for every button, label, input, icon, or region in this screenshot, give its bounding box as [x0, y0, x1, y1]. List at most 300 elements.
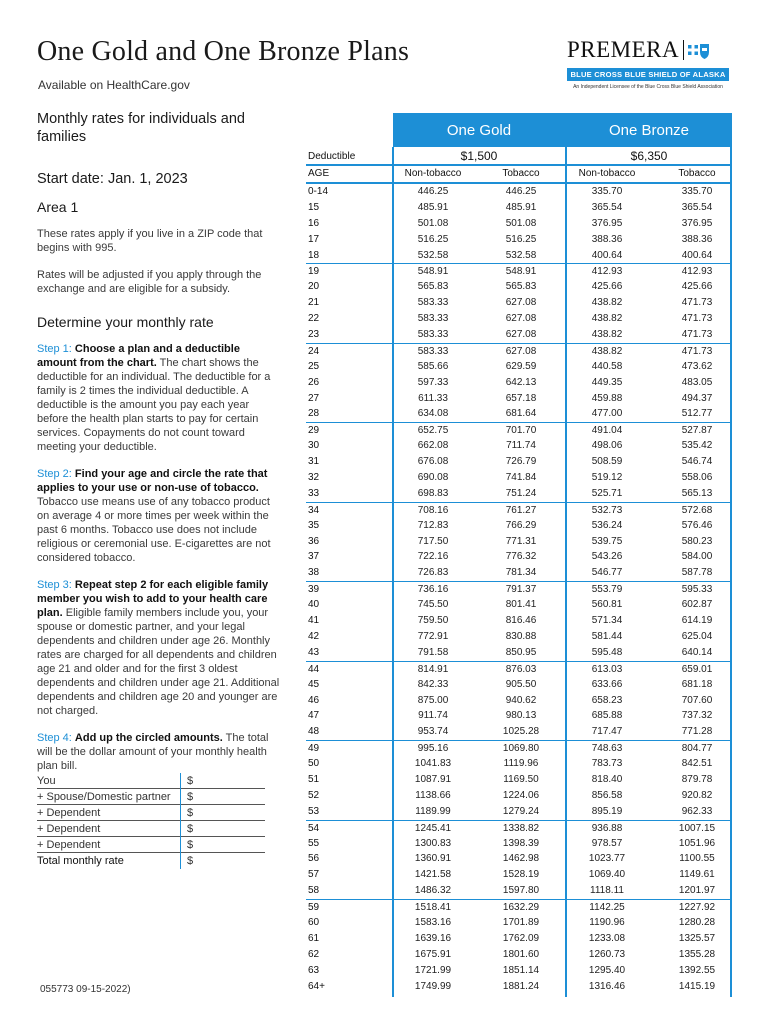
- worksheet-currency: $: [187, 790, 194, 803]
- worksheet-row: [37, 773, 265, 789]
- rate-cell-bronze-nontobacco: 895.19: [591, 805, 623, 817]
- rate-cell-gold-tobacco: 516.25: [505, 233, 537, 245]
- age-cell: 20: [308, 281, 320, 293]
- worksheet-row: [37, 805, 265, 821]
- rate-cell-bronze-nontobacco: 365.54: [591, 201, 623, 213]
- age-cell: 64+: [308, 980, 325, 992]
- table-row: [306, 279, 731, 295]
- rate-cell-gold-nontobacco: 722.16: [417, 551, 449, 563]
- rate-cell-gold-tobacco: 801.41: [505, 599, 537, 611]
- table-row: [306, 375, 731, 391]
- rate-cell-bronze-nontobacco: 335.70: [591, 186, 623, 197]
- rate-cell-bronze-tobacco: 614.19: [681, 615, 713, 627]
- rate-cell-gold-nontobacco: 736.16: [417, 584, 449, 596]
- rate-cell-bronze-tobacco: 1280.28: [678, 916, 716, 928]
- table-row: [306, 756, 731, 772]
- rate-cell-gold-nontobacco: 1421.58: [414, 869, 452, 881]
- rate-table: [306, 113, 731, 992]
- rate-cell-bronze-tobacco: 1355.28: [678, 948, 716, 960]
- table-row: [306, 804, 731, 820]
- rate-cell-bronze-nontobacco: 491.04: [591, 425, 623, 437]
- availability-note: Available on HealthCare.gov: [38, 78, 190, 92]
- rate-cell-bronze-tobacco: 625.04: [681, 630, 713, 642]
- worksheet-total-label: Total monthly rate: [37, 855, 124, 867]
- table-row: [306, 788, 731, 804]
- step-3-title: Repeat step 2 for each eligible family member you wish to add to your health care plan.: [37, 579, 269, 619]
- age-cell: 28: [308, 408, 320, 420]
- table-row: [306, 422, 731, 438]
- rate-cell-gold-tobacco: 711.74: [506, 440, 536, 452]
- rate-cell-bronze-tobacco: 584.00: [681, 551, 713, 563]
- logo-tagline: An Independent Licensee of the Blue Cross Blue Shield Association: [573, 84, 723, 90]
- rate-cell-bronze-nontobacco: 936.88: [591, 822, 623, 834]
- step-4-text: The total will be the dollar amount of your monthly health plan bill.: [37, 732, 269, 772]
- rate-cell-gold-nontobacco: 759.50: [417, 615, 449, 627]
- rate-cell-gold-tobacco: 1069.80: [502, 743, 540, 755]
- age-cell: 43: [308, 646, 320, 658]
- worksheet-total-row: [37, 853, 265, 869]
- age-cell: 46: [308, 694, 320, 706]
- age-cell: 36: [308, 535, 320, 547]
- table-row: [306, 613, 731, 629]
- age-cell: 40: [308, 599, 320, 611]
- rate-cell-gold-nontobacco: 1486.32: [414, 885, 452, 897]
- rate-cell-bronze-nontobacco: 1023.77: [588, 853, 626, 865]
- rate-cell-bronze-nontobacco: 1233.08: [588, 932, 626, 944]
- rate-cell-gold-nontobacco: 583.33: [417, 313, 449, 325]
- rate-cell-gold-tobacco: 501.08: [505, 217, 537, 229]
- rate-cell-bronze-nontobacco: 532.73: [591, 504, 623, 516]
- step-1-lead: Step 1:: [37, 343, 75, 355]
- step-2-text: Tobacco use means use of any tobacco product on average 4 or more times per week within the past 6 months. Tobacco use does not include religious or ceremonial use. E-cigarettes are not considered tobacco.: [37, 496, 271, 564]
- rate-cell-bronze-nontobacco: 440.58: [591, 360, 623, 372]
- rate-cell-bronze-tobacco: 471.73: [681, 297, 713, 309]
- step-1-text: The chart shows the deductible for an individual. The deductible for a family is 2 times the individual deductible. A deductible is the amount you pay each year before the health plan starts to pay for certain services. Copayments do not count toward meeting your deductible.: [37, 357, 271, 453]
- table-row: [306, 327, 731, 343]
- rate-cell-bronze-nontobacco: 376.95: [591, 217, 623, 229]
- plan-header-gold: One Gold: [393, 113, 565, 147]
- rate-cell-bronze-tobacco: 602.87: [681, 599, 713, 611]
- rate-cell-gold-nontobacco: 875.00: [417, 694, 449, 706]
- rate-cell-gold-nontobacco: 611.33: [418, 392, 448, 404]
- rate-cell-gold-tobacco: 761.27: [505, 504, 537, 516]
- age-cell: 63: [308, 964, 320, 976]
- rate-cell-gold-tobacco: 1338.82: [502, 822, 540, 834]
- rate-cell-gold-nontobacco: 1189.99: [415, 805, 451, 817]
- rate-cell-bronze-tobacco: 771.28: [681, 726, 713, 738]
- age-cell: 32: [308, 472, 320, 484]
- rate-cell-bronze-nontobacco: 595.48: [591, 646, 623, 658]
- rate-cell-gold-nontobacco: 708.16: [417, 504, 449, 516]
- table-row: [306, 454, 731, 470]
- rate-cell-gold-tobacco: 751.24: [505, 487, 537, 499]
- rate-cell-gold-nontobacco: 842.33: [417, 678, 449, 690]
- rate-cell-gold-nontobacco: 485.91: [417, 201, 449, 213]
- age-cell: 0-14: [308, 186, 329, 197]
- rate-cell-gold-nontobacco: 1041.83: [414, 758, 452, 770]
- rate-cell-bronze-tobacco: 1007.15: [678, 822, 716, 834]
- rate-cell-bronze-nontobacco: 1118.11: [590, 885, 624, 897]
- rate-cell-gold-nontobacco: 1300.83: [414, 837, 452, 849]
- instructions-column: [37, 110, 282, 773]
- age-cell: 59: [308, 902, 320, 914]
- worksheet-currency: $: [187, 855, 194, 867]
- rate-cell-gold-tobacco: 642.13: [505, 376, 537, 388]
- table-row: [306, 263, 731, 279]
- rate-cell-gold-nontobacco: 953.74: [417, 726, 449, 738]
- rate-cell-bronze-nontobacco: 519.12: [591, 472, 623, 484]
- start-date-label: Start date:: [37, 171, 108, 187]
- table-row: [306, 693, 731, 709]
- age-cell: 26: [308, 376, 320, 388]
- table-row: [306, 708, 731, 724]
- age-label: AGE: [308, 168, 330, 179]
- rate-cell-gold-tobacco: 781.34: [505, 567, 537, 579]
- rate-cell-bronze-nontobacco: 1069.40: [588, 869, 626, 881]
- sub-header-gold-tobacco: Tobacco: [502, 168, 540, 179]
- table-row: [306, 518, 731, 534]
- rate-cell-gold-tobacco: 1851.14: [502, 964, 540, 976]
- rate-cell-bronze-nontobacco: 438.82: [591, 313, 623, 325]
- age-cell: 61: [308, 932, 320, 944]
- table-row: [306, 915, 731, 931]
- rate-cell-bronze-tobacco: 565.13: [681, 487, 713, 499]
- rate-cell-gold-nontobacco: 814.91: [417, 663, 449, 675]
- rate-cell-gold-nontobacco: 652.75: [417, 425, 449, 437]
- rate-cell-gold-tobacco: 1762.09: [502, 932, 540, 944]
- rate-cell-bronze-tobacco: 707.60: [681, 694, 713, 706]
- age-cell: 44: [308, 663, 320, 675]
- rate-cell-gold-tobacco: 741.84: [505, 472, 537, 484]
- rate-cell-bronze-nontobacco: 449.35: [591, 376, 623, 388]
- deductible-gold: $1,500: [393, 147, 565, 164]
- rate-cell-bronze-nontobacco: 633.66: [591, 678, 623, 690]
- rate-cell-bronze-tobacco: 400.64: [681, 249, 713, 261]
- age-cell: 53: [308, 805, 320, 817]
- age-cell: 17: [308, 233, 320, 245]
- age-cell: 50: [308, 758, 320, 770]
- rate-cell-bronze-tobacco: 681.18: [681, 678, 713, 690]
- age-cell: 19: [308, 266, 320, 278]
- rate-cell-gold-nontobacco: 745.50: [417, 599, 449, 611]
- deductible-label: Deductible: [308, 151, 356, 162]
- rate-cell-gold-tobacco: 627.08: [505, 313, 537, 325]
- rate-cell-gold-tobacco: 1462.98: [502, 853, 540, 865]
- rate-cell-bronze-nontobacco: 525.71: [591, 487, 623, 499]
- rate-cell-bronze-nontobacco: 543.26: [591, 551, 623, 563]
- rate-cell-gold-nontobacco: 1138.66: [415, 789, 451, 801]
- table-row: [306, 629, 731, 645]
- rate-cell-bronze-tobacco: 1415.19: [678, 980, 716, 992]
- table-row: [306, 502, 731, 518]
- worksheet-divider: [180, 821, 181, 837]
- rate-cell-gold-tobacco: 1801.60: [502, 948, 540, 960]
- table-row: [306, 391, 731, 407]
- rate-cell-gold-nontobacco: 585.66: [417, 360, 449, 372]
- table-row: [306, 851, 731, 867]
- document-code: 055773 09-15-2022): [40, 984, 131, 995]
- table-row: [306, 295, 731, 311]
- rate-cell-gold-nontobacco: 516.25: [417, 233, 449, 245]
- age-cell: 56: [308, 853, 320, 865]
- table-row: [306, 867, 731, 883]
- table-row: [306, 216, 731, 232]
- rate-cell-bronze-tobacco: 535.42: [681, 440, 713, 452]
- header-rule: [306, 164, 731, 166]
- table-row: [306, 184, 731, 200]
- age-cell: 15: [308, 201, 320, 213]
- rate-cell-gold-nontobacco: 1675.91: [414, 948, 452, 960]
- rate-cell-bronze-tobacco: 595.33: [681, 584, 713, 596]
- age-cell: 49: [308, 743, 320, 755]
- rate-cell-bronze-tobacco: 737.32: [681, 710, 713, 722]
- rate-cell-gold-tobacco: 681.64: [505, 408, 537, 420]
- rate-cell-bronze-tobacco: 804.77: [681, 743, 713, 755]
- table-row: [306, 549, 731, 565]
- rate-cell-gold-tobacco: 1279.24: [502, 805, 540, 817]
- rate-cell-bronze-nontobacco: 412.93: [591, 266, 623, 278]
- rate-cell-bronze-tobacco: 425.66: [681, 281, 713, 293]
- rate-cell-bronze-nontobacco: 717.47: [591, 726, 623, 738]
- rate-cell-gold-tobacco: 1528.19: [502, 869, 540, 881]
- step-4-lead: Step 4:: [37, 732, 75, 744]
- rate-cell-bronze-nontobacco: 438.82: [591, 345, 623, 357]
- rate-cell-gold-nontobacco: 1360.91: [414, 853, 452, 865]
- rate-cell-bronze-tobacco: 1227.92: [678, 902, 716, 914]
- rate-cell-bronze-tobacco: 920.82: [681, 789, 713, 801]
- plan-header-bronze: One Bronze: [567, 113, 731, 147]
- rate-cell-bronze-tobacco: 572.68: [681, 504, 713, 516]
- table-row: [306, 359, 731, 375]
- worksheet-divider: [180, 773, 181, 789]
- rate-cell-bronze-tobacco: 365.54: [681, 201, 713, 213]
- premera-logo: [567, 36, 729, 90]
- table-row: [306, 406, 731, 422]
- page-title: One Gold and One Bronze Plans: [37, 36, 410, 67]
- step-1: [37, 342, 282, 454]
- rate-cell-bronze-nontobacco: 581.44: [591, 630, 623, 642]
- rate-cell-bronze-tobacco: 1100.55: [679, 853, 715, 865]
- age-cell: 27: [308, 392, 320, 404]
- rate-cell-bronze-tobacco: 587.78: [681, 567, 713, 579]
- rate-cell-bronze-tobacco: 388.36: [681, 233, 713, 245]
- deductible-bronze: $6,350: [567, 147, 731, 164]
- age-cell: 62: [308, 948, 320, 960]
- rate-cell-bronze-nontobacco: 571.34: [591, 615, 623, 627]
- rate-cell-gold-tobacco: 1025.28: [502, 726, 540, 738]
- rate-cell-bronze-tobacco: 879.78: [681, 773, 713, 785]
- table-row: [306, 820, 731, 836]
- rate-cell-bronze-tobacco: 842.51: [681, 758, 713, 770]
- table-row: [306, 311, 731, 327]
- rate-cell-gold-tobacco: 791.37: [505, 584, 537, 596]
- rate-cell-bronze-tobacco: 1325.57: [678, 932, 716, 944]
- rate-cell-gold-tobacco: 766.29: [505, 519, 537, 531]
- rate-cell-gold-nontobacco: 597.33: [417, 376, 449, 388]
- rate-cell-gold-tobacco: 726.79: [505, 456, 537, 468]
- rate-cell-gold-tobacco: 980.13: [505, 710, 537, 722]
- step-2: [37, 467, 282, 565]
- rate-cell-gold-tobacco: 1597.80: [502, 885, 540, 897]
- rate-cell-bronze-nontobacco: 459.88: [591, 392, 623, 404]
- rate-cell-bronze-nontobacco: 539.75: [591, 535, 623, 547]
- rate-cell-gold-nontobacco: 698.83: [417, 487, 449, 499]
- age-cell: 41: [308, 615, 320, 627]
- rate-cell-bronze-nontobacco: 1190.96: [589, 916, 625, 928]
- age-cell: 24: [308, 345, 320, 357]
- rate-cell-bronze-nontobacco: 978.57: [591, 837, 623, 849]
- rate-cell-gold-tobacco: 1632.29: [502, 902, 540, 914]
- age-cell: 48: [308, 726, 320, 738]
- rate-cell-bronze-tobacco: 483.05: [681, 376, 713, 388]
- rate-cell-bronze-tobacco: 659.01: [681, 663, 713, 675]
- table-row: [306, 486, 731, 502]
- rate-cell-gold-nontobacco: 1749.99: [414, 980, 452, 992]
- age-cell: 34: [308, 504, 320, 516]
- rate-cell-gold-tobacco: 627.08: [505, 345, 537, 357]
- rate-cell-bronze-nontobacco: 613.03: [591, 663, 623, 675]
- age-cell: 21: [308, 297, 320, 309]
- rate-cell-bronze-nontobacco: 400.64: [591, 249, 623, 261]
- rate-cell-bronze-tobacco: 376.95: [681, 217, 713, 229]
- table-row: [306, 438, 731, 454]
- rate-cell-gold-nontobacco: 1518.41: [414, 902, 452, 914]
- rate-cell-gold-tobacco: 1701.89: [502, 916, 540, 928]
- rate-cell-gold-nontobacco: 791.58: [417, 646, 449, 658]
- age-cell: 42: [308, 630, 320, 642]
- rate-cell-bronze-nontobacco: 856.58: [591, 789, 623, 801]
- age-cell: 29: [308, 425, 320, 437]
- rate-cell-gold-tobacco: 1224.06: [502, 789, 540, 801]
- table-row: [306, 724, 731, 740]
- age-cell: 37: [308, 551, 320, 563]
- age-cell: 23: [308, 329, 320, 341]
- table-row: [306, 248, 731, 264]
- step-3: [37, 578, 282, 718]
- rate-cell-gold-nontobacco: 1639.16: [414, 932, 452, 944]
- rate-cell-gold-nontobacco: 717.50: [417, 535, 449, 547]
- rate-cell-gold-tobacco: 1119.96: [503, 758, 539, 770]
- rate-cell-bronze-tobacco: 1201.97: [678, 885, 716, 897]
- table-row: [306, 836, 731, 852]
- rate-cell-bronze-nontobacco: 1316.46: [588, 980, 626, 992]
- rate-cell-bronze-nontobacco: 438.82: [591, 297, 623, 309]
- worksheet-currency: $: [187, 806, 194, 819]
- age-cell: 57: [308, 869, 320, 881]
- rate-cell-bronze-nontobacco: 658.23: [591, 694, 623, 706]
- worksheet-divider: [180, 837, 181, 853]
- logo-divider: [683, 40, 684, 60]
- rate-cell-gold-nontobacco: 1087.91: [414, 773, 452, 785]
- age-cell: 33: [308, 487, 320, 499]
- rate-cell-bronze-tobacco: 576.46: [681, 519, 713, 531]
- rate-cell-gold-tobacco: 830.88: [505, 630, 537, 642]
- subsidy-note: Rates will be adjusted if you apply through the exchange and are eligible for a subsidy.: [37, 269, 262, 295]
- rate-cell-gold-nontobacco: 911.74: [418, 710, 448, 722]
- rate-table-body: [306, 184, 731, 994]
- age-cell: 58: [308, 885, 320, 897]
- rate-cell-gold-tobacco: 905.50: [505, 678, 537, 690]
- age-cell: 25: [308, 360, 320, 372]
- age-cell: 38: [308, 567, 320, 579]
- rate-cell-gold-nontobacco: 1245.41: [414, 822, 452, 834]
- table-row: [306, 947, 731, 963]
- rate-table-header: [306, 113, 731, 187]
- rate-cell-bronze-nontobacco: 425.66: [591, 281, 623, 293]
- rate-cell-bronze-tobacco: 494.37: [681, 392, 713, 404]
- rate-cell-gold-nontobacco: 726.83: [417, 567, 449, 579]
- worksheet-row: [37, 837, 265, 853]
- rate-cell-bronze-tobacco: 512.77: [681, 408, 713, 420]
- sub-header-gold-nontobacco: Non-tobacco: [404, 168, 462, 179]
- step-4-title: Add up the circled amounts.: [74, 732, 223, 744]
- table-row: [306, 565, 731, 581]
- determine-heading: Determine your monthly rate: [37, 314, 214, 330]
- cross-shield-icon: [688, 39, 710, 61]
- worksheet-label: + Dependent: [37, 838, 101, 851]
- worksheet-row: [37, 821, 265, 837]
- rate-cell-gold-tobacco: 771.31: [505, 535, 537, 547]
- worksheet-divider: [180, 789, 181, 805]
- rate-cell-bronze-tobacco: 1051.96: [678, 837, 716, 849]
- rate-worksheet: [37, 773, 265, 869]
- rate-cell-gold-tobacco: 701.70: [505, 425, 537, 437]
- rate-cell-gold-tobacco: 627.08: [505, 329, 537, 341]
- step-2-title: Find your age and circle the rate that applies to your use or non-use of tobacco.: [37, 468, 268, 494]
- rate-cell-gold-nontobacco: 772.91: [417, 630, 449, 642]
- age-cell: 54: [308, 822, 320, 834]
- rate-cell-bronze-nontobacco: 1260.73: [588, 948, 626, 960]
- rate-cell-gold-nontobacco: 583.33: [417, 329, 449, 341]
- age-cell: 60: [308, 916, 320, 928]
- worksheet-currency: $: [187, 822, 194, 835]
- table-row: [306, 740, 731, 756]
- table-row: [306, 963, 731, 979]
- age-cell: 52: [308, 789, 320, 801]
- table-row: [306, 534, 731, 550]
- rate-cell-gold-nontobacco: 690.08: [417, 472, 449, 484]
- table-row: [306, 661, 731, 677]
- step-2-lead: Step 2:: [37, 468, 75, 480]
- start-date: [37, 171, 282, 187]
- rate-cell-gold-tobacco: 485.91: [505, 201, 537, 213]
- zip-note: These rates apply if you live in a ZIP code that begins with 995.: [37, 228, 263, 254]
- table-row: [306, 645, 731, 661]
- worksheet-label: + Dependent: [37, 806, 101, 819]
- step-3-text: Eligible family members include you, your spouse or domestic partner, and your legal dependents and children under age 26. Monthly rates are charged for all dependents and children age 21 and older and for the first 3 oldest dependents and children under age 21. Additional dependents and children age 20 and younger are not charged.: [37, 607, 280, 717]
- rate-cell-bronze-tobacco: 580.23: [681, 535, 713, 547]
- table-row: [306, 343, 731, 359]
- age-cell: 18: [308, 249, 320, 261]
- rate-cell-bronze-tobacco: 546.74: [681, 456, 713, 468]
- age-cell: 39: [308, 584, 320, 596]
- rate-cell-gold-tobacco: 1881.24: [502, 980, 540, 992]
- rate-cell-gold-nontobacco: 712.83: [417, 519, 449, 531]
- rate-cell-gold-nontobacco: 583.33: [417, 297, 449, 309]
- rate-cell-bronze-nontobacco: 1295.40: [588, 964, 626, 976]
- rate-cell-bronze-tobacco: 473.62: [681, 360, 713, 372]
- rate-cell-gold-nontobacco: 501.08: [417, 217, 449, 229]
- rate-cell-bronze-nontobacco: 685.88: [591, 710, 623, 722]
- logo-bar: BLUE CROSS BLUE SHIELD OF ALASKA: [567, 68, 729, 81]
- rate-cell-gold-nontobacco: 634.08: [417, 408, 449, 420]
- rate-cell-bronze-tobacco: 558.06: [681, 472, 713, 484]
- rate-cell-bronze-tobacco: 471.73: [681, 313, 713, 325]
- table-row: [306, 200, 731, 216]
- rate-cell-gold-tobacco: 629.59: [505, 360, 537, 372]
- rate-cell-gold-tobacco: 1169.50: [503, 773, 539, 785]
- table-row: [306, 979, 731, 995]
